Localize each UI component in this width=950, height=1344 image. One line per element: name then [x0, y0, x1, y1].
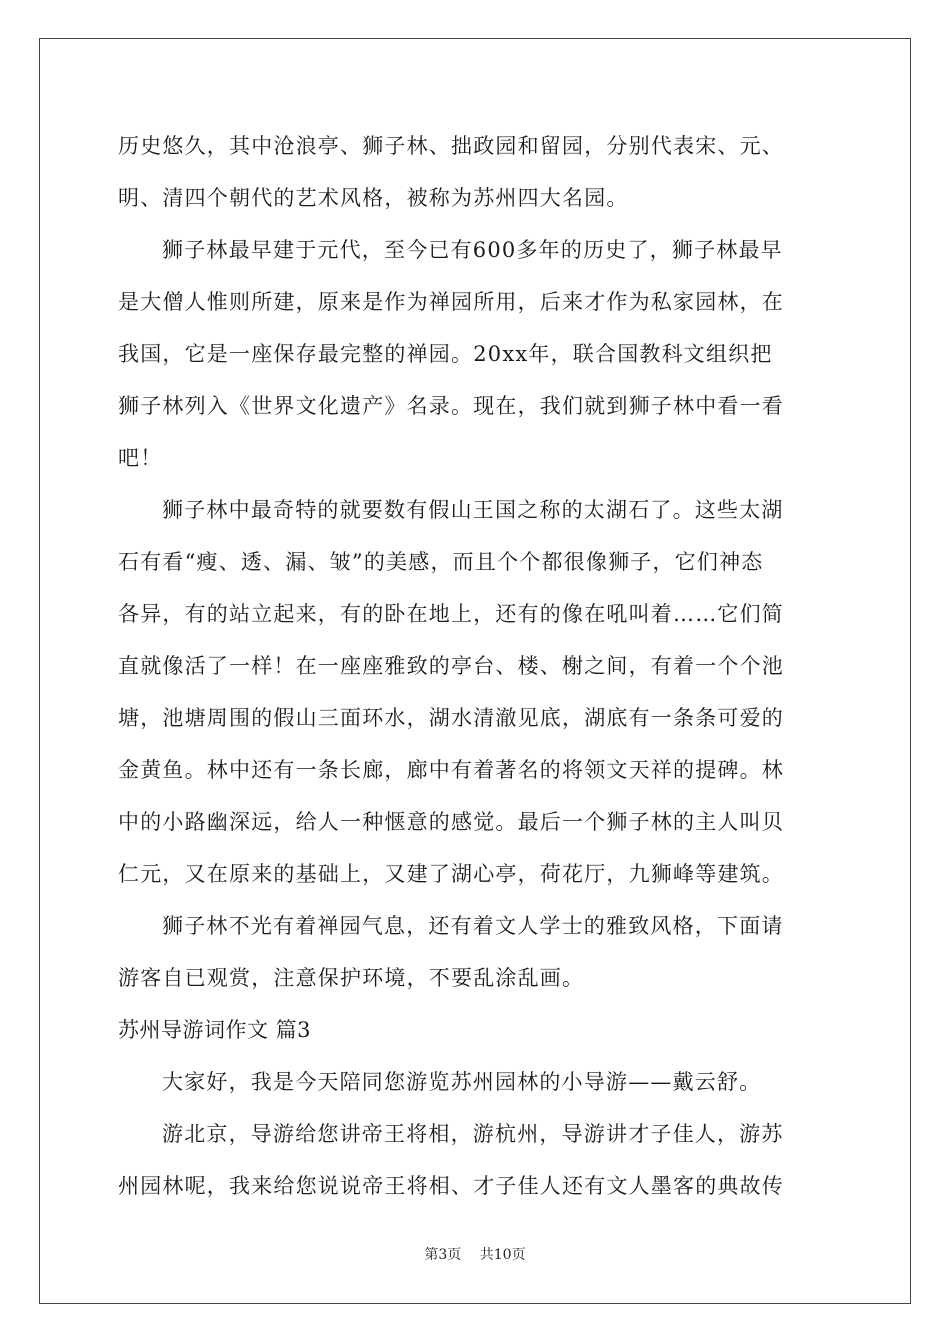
text-line: 各异，有的站立起来，有的卧在地上，还有的像在吼叫着……它们简	[118, 602, 784, 626]
text-line: 仁元，又在原来的基础上，又建了湖心亭，荷花厅，九狮峰等建筑。	[118, 862, 784, 886]
text-line: 是大僧人惟则所建，原来是作为禅园所用，后来才作为私家园林，在	[118, 290, 784, 314]
text-line: 大家好，我是今天陪同您游览苏州园林的小导游——戴云舒。	[162, 1070, 762, 1094]
text-line: 狮子林最早建于元代，至今已有600多年的历史了，狮子林最早	[162, 238, 783, 262]
text-line: 历史悠久，其中沧浪亭、狮子林、拙政园和留园，分别代表宋、元、	[118, 134, 784, 158]
page-footer	[0, 1244, 950, 1264]
text-line: 我国，它是一座保存最完整的禅园。20xx年，联合国教科文组织把	[118, 342, 773, 366]
text-line: 塘，池塘周围的假山三面环水，湖水清澈见底，湖底有一条条可爱的	[118, 706, 784, 730]
text-line: 游客自已观赏，注意保护环境，不要乱涂乱画。	[118, 966, 585, 990]
text-line: 狮子林中最奇特的就要数有假山王国之称的太湖石了。这些太湖	[162, 498, 784, 522]
text-line: 州园林呢，我来给您说说帝王将相、才子佳人还有文人墨客的典故传	[118, 1174, 784, 1198]
document-body	[118, 120, 838, 1212]
section-heading: 苏州导游词作文 篇3	[118, 1018, 312, 1042]
text-line: 游北京，导游给您讲帝王将相，游杭州，导游讲才子佳人，游苏	[162, 1122, 784, 1146]
text-line: 狮子林列入《世界文化遗产》名录。现在，我们就到狮子林中看一看	[118, 394, 784, 418]
text-line: 吧！	[118, 446, 163, 470]
page-number: 第3页	[424, 1247, 462, 1263]
text-line: 直就像活了一样！在一座座雅致的亭台、楼、榭之间，有着一个个池	[118, 654, 784, 678]
text-line: 金黄鱼。林中还有一条长廊，廊中有着著名的将领文天祥的提碑。林	[118, 758, 784, 782]
text-line: 中的小路幽深远，给人一种惬意的感觉。最后一个狮子林的主人叫贝	[118, 810, 784, 834]
text-line: 明、清四个朝代的艺术风格，被称为苏州四大名园。	[118, 186, 629, 210]
page-total: 共10页	[479, 1247, 526, 1263]
text-line: 石有看“瘦、透、漏、皱”的美感，而且个个都很像狮子，它们神态	[118, 550, 764, 574]
text-line: 狮子林不光有着禅园气息，还有着文人学士的雅致风格，下面请	[162, 914, 784, 938]
